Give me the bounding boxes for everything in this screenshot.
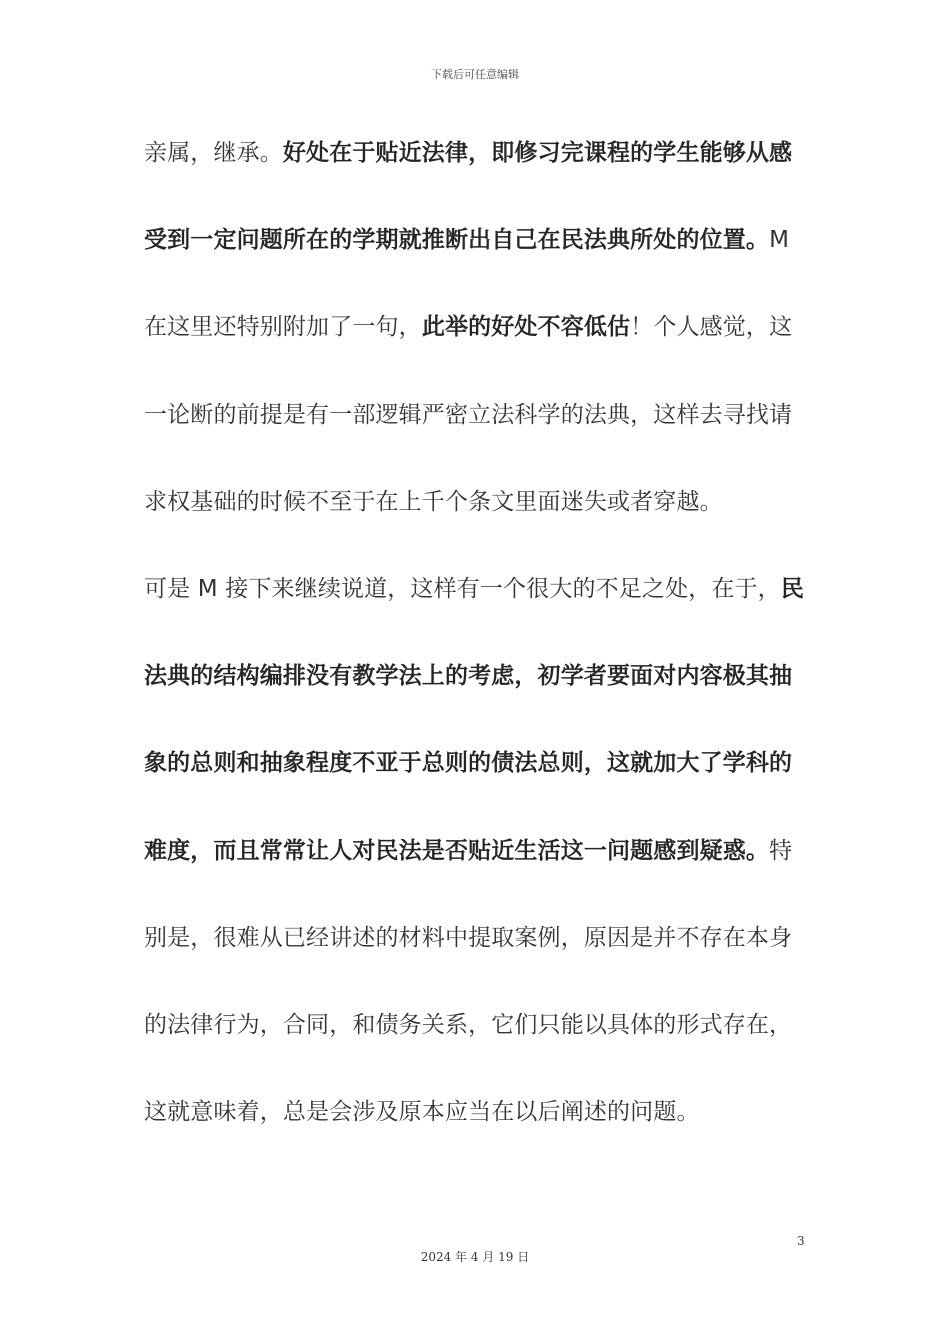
page-number: 3 [797, 1234, 805, 1248]
text-run: 在这里还特别附加了一句， [144, 314, 422, 341]
bold-text-run: 法典的结构编排没有教学法上的考虑，初学者要面对内容极其抽 [144, 663, 793, 690]
text-run: 特 [769, 837, 793, 864]
text-line [144, 829, 809, 916]
bold-text-run: 受到一定问题所在的学期就推断出自己在民法典所处的位置。 [144, 227, 770, 254]
text-line [144, 480, 809, 567]
bold-text-run: 此举的好处不容低估 [421, 314, 631, 341]
bold-text-run: 象的总则和抽象程度不亚于总则的债法总则，这就加大了学科的 [144, 750, 793, 777]
page-header: 下载后可任意编辑 [431, 68, 519, 81]
text-line [144, 1090, 809, 1177]
text-line [144, 916, 809, 1003]
text-line [144, 393, 809, 480]
bold-text-run: 民 [780, 575, 804, 602]
text-line [144, 654, 809, 741]
text-line [144, 305, 809, 392]
text-run: 可是 M 接下来继续说道，这样有一个很大的不足之处，在于， [144, 575, 781, 602]
text-run: 别是，很难从已经讲述的材料中提取案例，原因是并不存在本身 [144, 924, 793, 951]
text-run: M [769, 227, 790, 254]
text-run: 亲属，继承。 [144, 140, 283, 166]
text-run: 这就意味着，总是会涉及原本应当在以后阐述的问题。 [144, 1099, 700, 1126]
text-line [144, 131, 809, 218]
text-run: 的法律行为，合同，和债务关系，它们只能以具体的形式存在， [144, 1011, 793, 1038]
bold-text-run: 好处在于贴近法律，即修习完课程的学生能够从感 [282, 140, 793, 166]
text-run: 求权基础的时候不至于在上千个条文里面迷失或者穿越。 [144, 488, 723, 515]
document-body [144, 131, 809, 1177]
page-footer-date: 2024 年 4 月 19 日 [420, 1250, 530, 1264]
bold-text-run: 难度，而且常常让人对民法是否贴近生活这一问题感到疑惑。 [144, 837, 770, 864]
text-line [144, 741, 809, 828]
text-run: 一论断的前提是有一部逻辑严密立法科学的法典，这样去寻找请 [144, 401, 793, 428]
text-line [144, 218, 809, 305]
text-line [144, 1003, 809, 1090]
text-line [144, 567, 809, 654]
text-run: ！个人感觉，这 [630, 314, 793, 341]
